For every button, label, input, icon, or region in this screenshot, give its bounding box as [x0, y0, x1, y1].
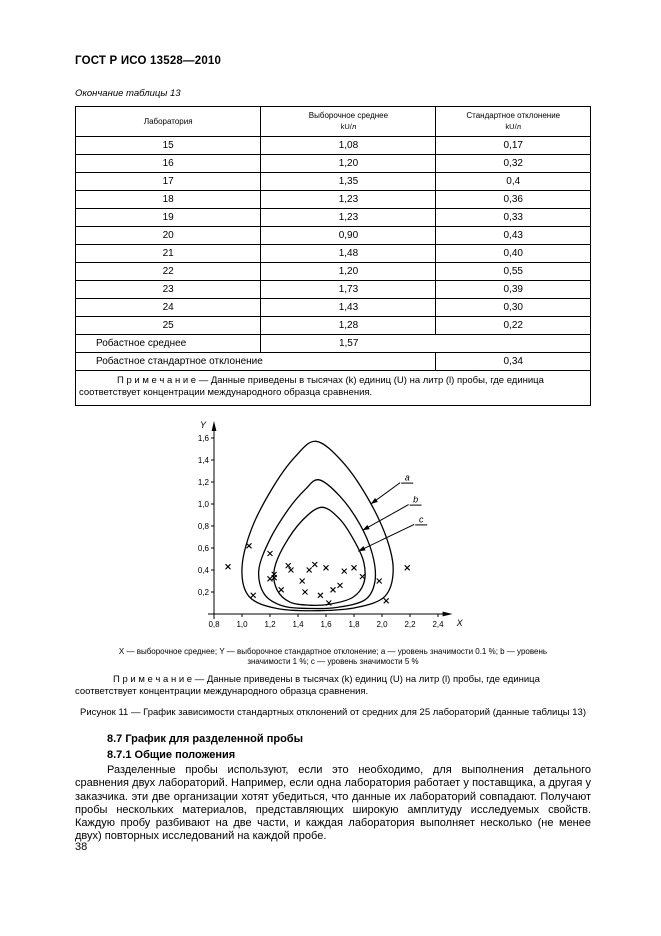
table-summary [76, 335, 591, 406]
section-8-7-1-body: Разделенные пробы используют, если это необходимо, для выполнения детального сравнения двух лабораторий. Например, если одна лаборатория работает у поставщика, а другая у заказчика. эти две организации хотят убедиться, что данные их лабораторий совпадают. Получают пробы нескольких материалов, представляющих широкую амплитуду исследуемых свойств. Каждую пробу разбивают на две части, и каждая лаборатория выполняет несколько (не менее двух) повторных исследований на каждой пробе. [75, 764, 591, 843]
contour-label-a: a [404, 472, 410, 483]
table-note-row [76, 371, 591, 406]
table-row [76, 299, 591, 317]
robust-mean-label: Робастное среднее [76, 335, 261, 353]
table-row [76, 137, 591, 155]
contour-c [274, 507, 427, 605]
mean-cell: 1,35 [261, 173, 436, 191]
std-cell: 0,39 [436, 281, 591, 299]
lab-cell: 16 [76, 155, 261, 173]
table-row [76, 281, 591, 299]
mean-cell: 1,23 [261, 209, 436, 227]
table-note-text: П р и м е ч а н и е — Данные приведены в тысячах (k) единиц (U) на литр (l) пробы, где единица соответствует концентрации международного образца сравнения. [79, 375, 544, 398]
x-axis-label: X [456, 618, 463, 628]
svg-text:0,6: 0,6 [197, 544, 209, 553]
figure-11 [75, 414, 591, 719]
lab-cell: 21 [76, 245, 261, 263]
col-header-std-unit: kU/л [505, 122, 522, 131]
svg-text:1,8: 1,8 [348, 620, 360, 629]
table-row [76, 191, 591, 209]
mean-cell: 1,08 [261, 137, 436, 155]
std-cell: 0,17 [436, 137, 591, 155]
svg-text:0,8: 0,8 [208, 620, 220, 629]
mean-cell: 1,28 [261, 317, 436, 335]
lab-cell: 24 [76, 299, 261, 317]
page-number: 38 [75, 841, 88, 853]
table-row [76, 263, 591, 281]
robust-std-value: 0,34 [436, 353, 591, 371]
svg-text:0,2: 0,2 [197, 588, 209, 597]
figure-note [75, 674, 591, 698]
mean-cell: 1,23 [261, 191, 436, 209]
svg-text:0,4: 0,4 [197, 566, 209, 575]
table-row [76, 173, 591, 191]
svg-text:2,2: 2,2 [404, 620, 416, 629]
mean-cell: 1,48 [261, 245, 436, 263]
lab-cell: 19 [76, 209, 261, 227]
figure-caption: Рисунок 11 — График зависимости стандартных отклонений от средних для 25 лабораторий (данные таблицы 13) [80, 707, 586, 718]
robust-mean-row [76, 335, 591, 353]
table-row [76, 209, 591, 227]
col-header-mean [261, 107, 436, 137]
table-row [76, 317, 591, 335]
svg-text:0,8: 0,8 [197, 522, 209, 531]
svg-text:1,6: 1,6 [320, 620, 332, 629]
chart-ticks [198, 434, 444, 629]
table-row [76, 227, 591, 245]
figure-chart [75, 414, 591, 645]
svg-text:1,2: 1,2 [264, 620, 276, 629]
table-body [76, 137, 591, 335]
table-note-cell [76, 371, 591, 406]
table-row [76, 155, 591, 173]
svg-text:1,2: 1,2 [197, 478, 209, 487]
contour-label-c: c [418, 514, 424, 525]
svg-text:1,4: 1,4 [197, 456, 209, 465]
mean-cell: 1,73 [261, 281, 436, 299]
figure-legend: X — выборочное среднее; Y — выборочное стандартное отклонение; a — уровень значимости 0.1 %; b — уровень значимости 1 %; c — уровень значимости 5 % [118, 647, 548, 666]
col-header-std-label: Стандартное отклонение [466, 111, 561, 120]
lab-cell: 22 [76, 263, 261, 281]
robust-std-label: Робастное стандартное отклонение [76, 353, 436, 371]
svg-text:1,0: 1,0 [236, 620, 248, 629]
mean-cell: 0,90 [261, 227, 436, 245]
robust-mean-empty-cell [436, 335, 591, 353]
robust-mean-value: 1,57 [261, 335, 436, 353]
std-cell: 0,4 [436, 173, 591, 191]
mean-cell: 1,43 [261, 299, 436, 317]
col-header-laboratory [76, 107, 261, 137]
col-header-std [436, 107, 591, 137]
std-cell: 0,32 [436, 155, 591, 173]
lab-cell: 18 [76, 191, 261, 209]
std-cell: 0,36 [436, 191, 591, 209]
page-content [75, 0, 591, 844]
std-cell: 0,33 [436, 209, 591, 227]
svg-text:2,4: 2,4 [432, 620, 444, 629]
std-cell: 0,22 [436, 317, 591, 335]
svg-text:1,6: 1,6 [197, 434, 209, 443]
col-header-laboratory-label: Лаборатория [143, 116, 193, 126]
svg-text:1,4: 1,4 [292, 620, 304, 629]
figure-note-text: П р и м е ч а н и е — Данные приведены в тысячах (k) единиц (U) на литр (l) пробы, где единица соответствует концентрации международного образца сравнения. [75, 674, 540, 697]
contour-b [259, 480, 422, 609]
lab-cell: 25 [76, 317, 261, 335]
mean-cell: 1,20 [261, 155, 436, 173]
lab-cell: 20 [76, 227, 261, 245]
contour-label-b: b [413, 494, 419, 505]
scatter-plot-svg [168, 414, 498, 640]
std-cell: 0,30 [436, 299, 591, 317]
lab-cell: 15 [76, 137, 261, 155]
std-cell: 0,40 [436, 245, 591, 263]
y-axis-label: Y [199, 420, 206, 430]
col-header-mean-unit: kU/л [340, 122, 357, 131]
section-8-7-title: 8.7 График для разделенной пробы [107, 733, 303, 745]
svg-text:1,0: 1,0 [197, 500, 209, 509]
lab-cell: 23 [76, 281, 261, 299]
svg-text:2,0: 2,0 [376, 620, 388, 629]
table-13 [75, 106, 591, 406]
table-header [76, 107, 591, 137]
robust-std-row [76, 353, 591, 371]
section-8-7-1-title: 8.7.1 Общие положения [107, 749, 236, 761]
std-cell: 0,55 [436, 263, 591, 281]
std-cell: 0,43 [436, 227, 591, 245]
mean-cell: 1,20 [261, 263, 436, 281]
scatter-points [226, 543, 410, 605]
table-row [76, 245, 591, 263]
col-header-mean-label: Выборочное среднее [308, 111, 389, 120]
table-continuation-label: Окончание таблицы 13 [75, 88, 181, 99]
lab-cell: 17 [76, 173, 261, 191]
document-header: ГОСТ Р ИСО 13528—2010 [75, 55, 222, 67]
contour-a [242, 441, 413, 611]
